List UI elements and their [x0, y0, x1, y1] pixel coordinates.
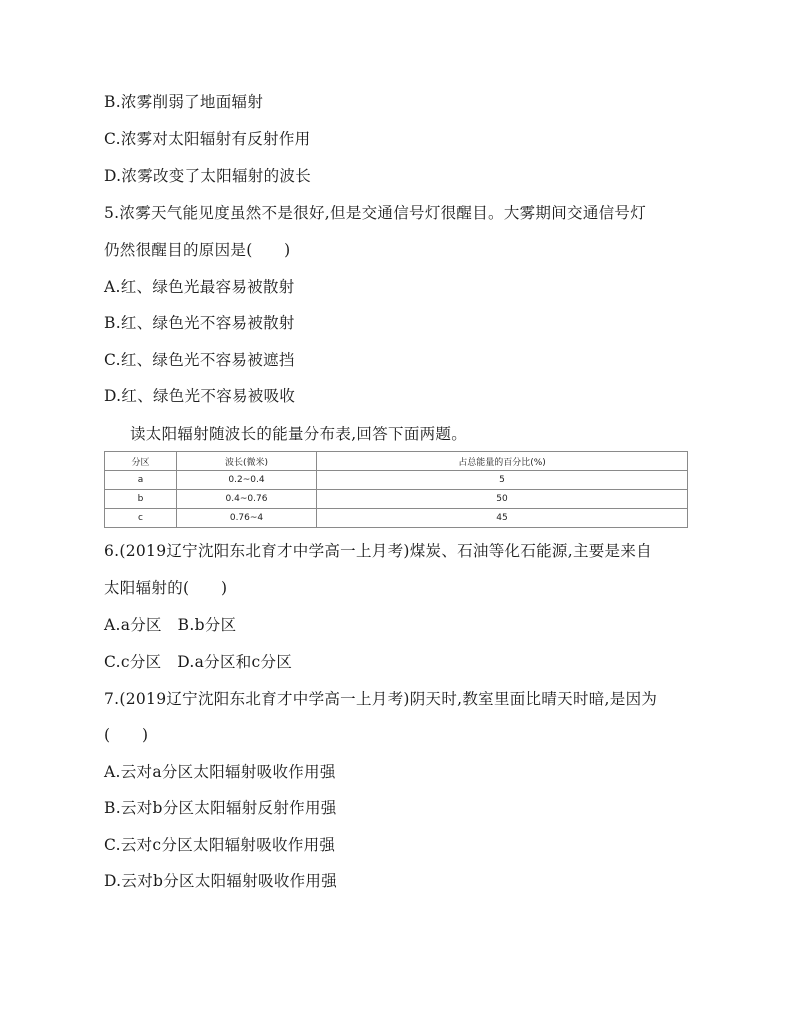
q5-option-d: D.红、绿色光不容易被吸收 [104, 387, 296, 405]
q6-stem-line2: 太阳辐射的( ) [104, 579, 228, 597]
q7-option-c: C.云对c分区太阳辐射吸收作用强 [104, 836, 336, 854]
q7-option-b: B.云对b分区太阳辐射反射作用强 [104, 799, 337, 817]
cell-zone: a [105, 471, 177, 490]
header-energy-percent: 占总能量的百分比(%) [317, 452, 688, 471]
q7-option-a: A.云对a分区太阳辐射吸收作用强 [104, 763, 336, 781]
cell-percent: 5 [317, 471, 688, 490]
table-row [105, 490, 688, 509]
q5-option-b: B.红、绿色光不容易被散射 [104, 314, 295, 332]
table-row [105, 471, 688, 490]
q7-stem-line2: ( ) [104, 726, 149, 744]
q4-option-d: D.浓雾改变了太阳辐射的波长 [104, 167, 312, 185]
header-wavelength: 波长(微米) [177, 452, 317, 471]
q4-option-c: C.浓雾对太阳辐射有反射作用 [104, 130, 311, 148]
table-header-row [105, 452, 688, 471]
q4-option-b: B.浓雾削弱了地面辐射 [104, 93, 264, 111]
energy-distribution-table [104, 451, 688, 528]
cell-zone: b [105, 490, 177, 509]
q6-options-line1: A.a分区 B.b分区 [104, 616, 237, 634]
q7-option-d: D.云对b分区太阳辐射吸收作用强 [104, 872, 338, 890]
cell-wavelength: 0.76~4 [177, 509, 317, 528]
cell-zone: c [105, 509, 177, 528]
q5-option-c: C.红、绿色光不容易被遮挡 [104, 351, 295, 369]
q5-stem-line1: 5.浓雾天气能见度虽然不是很好,但是交通信号灯很醒目。大雾期间交通信号灯 [104, 204, 647, 222]
table-intro: 读太阳辐射随波长的能量分布表,回答下面两题。 [130, 425, 468, 443]
cell-percent: 45 [317, 509, 688, 528]
q6-options-line2: C.c分区 D.a分区和c分区 [104, 653, 293, 671]
q6-stem-line1: 6.(2019辽宁沈阳东北育才中学高一上月考)煤炭、石油等化石能源,主要是来自 [104, 542, 652, 560]
cell-wavelength: 0.4~0.76 [177, 490, 317, 509]
q5-stem-line2: 仍然很醒目的原因是( ) [104, 241, 291, 259]
header-zone: 分区 [105, 452, 177, 471]
q5-option-a: A.红、绿色光最容易被散射 [104, 278, 295, 296]
q7-stem-line1: 7.(2019辽宁沈阳东北育才中学高一上月考)阴天时,教室里面比晴天时暗,是因为 [104, 690, 658, 708]
cell-wavelength: 0.2~0.4 [177, 471, 317, 490]
table-row [105, 509, 688, 528]
cell-percent: 50 [317, 490, 688, 509]
